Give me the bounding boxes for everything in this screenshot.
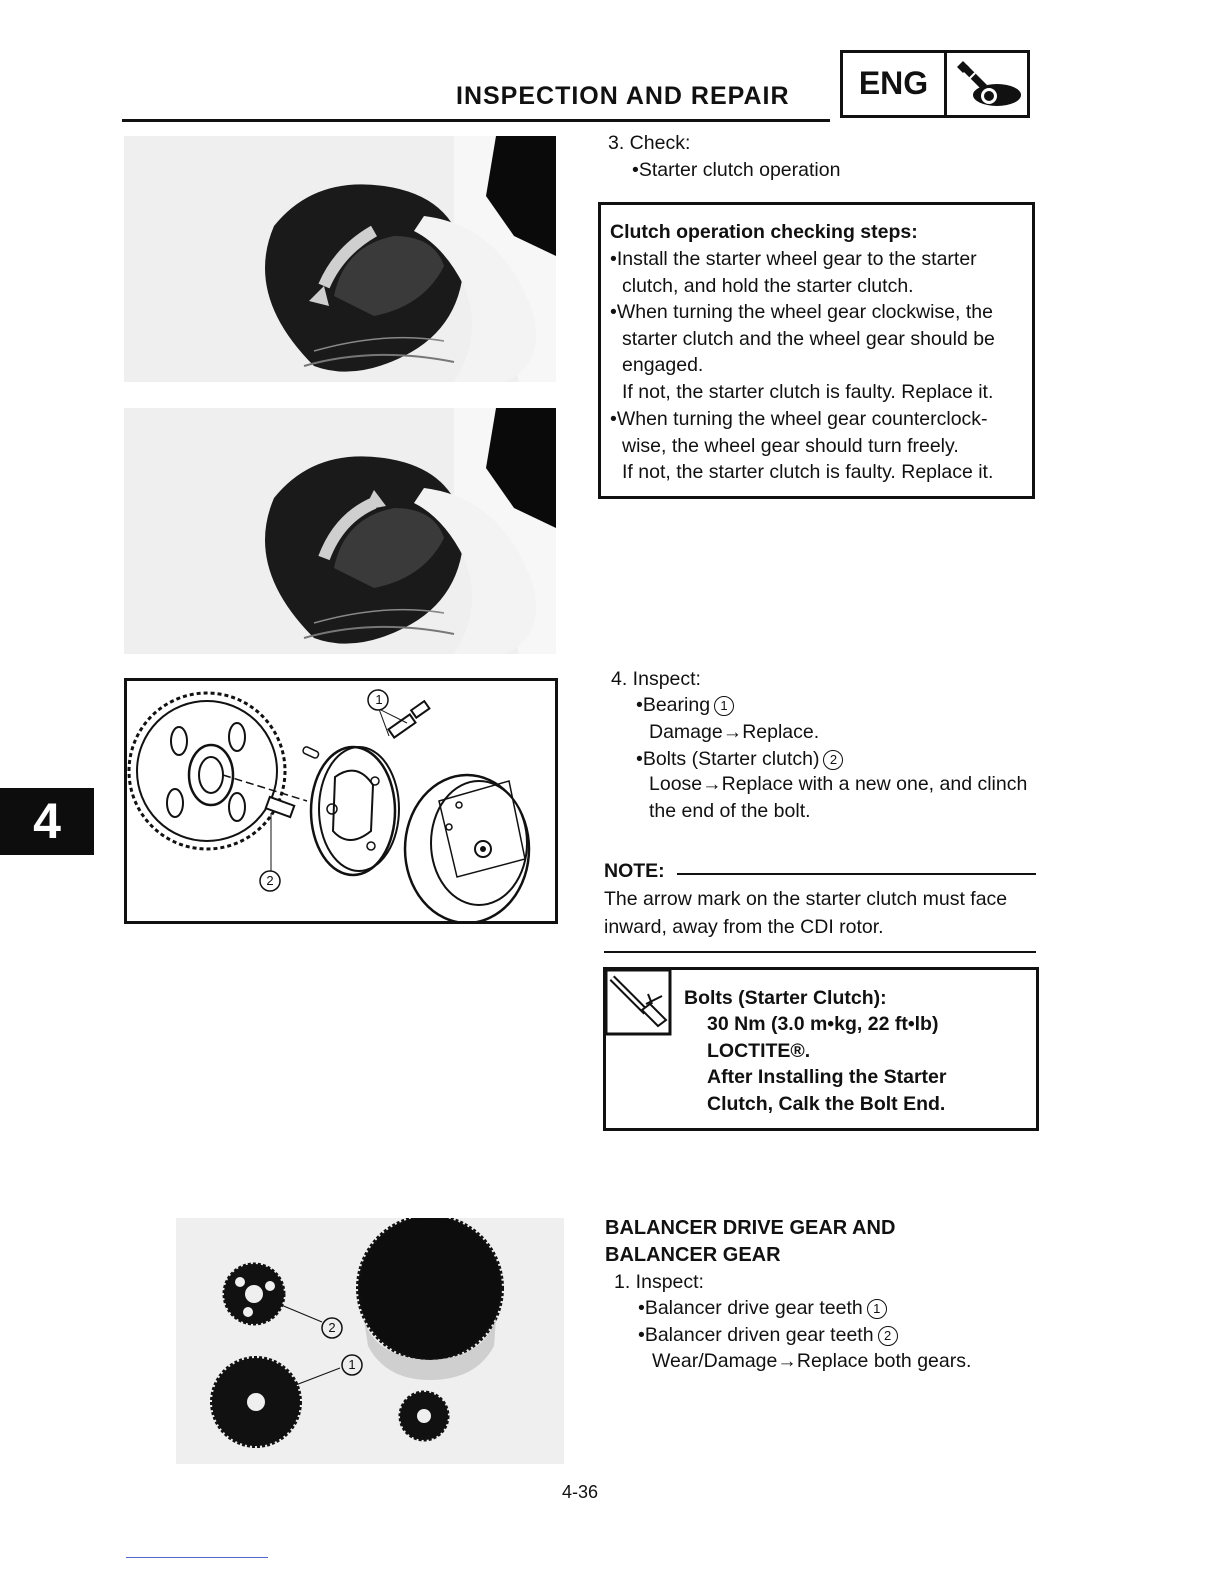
balancer-drive-callout: 1 [867, 1299, 887, 1319]
starter-clutch-diagram [124, 678, 558, 924]
starter-clutch-clockwise-photo [124, 136, 556, 382]
note-line: inward, away from the CDI rotor. [604, 916, 884, 938]
clutch-step-line: •When turning the wheel gear clockwise, the [610, 301, 993, 323]
footer-line [126, 1557, 268, 1558]
bearing-action: Damage→Replace. [649, 721, 820, 743]
exploded-view-drawing [127, 681, 555, 921]
balancer-title-line: BALANCER GEAR [605, 1244, 781, 1266]
balancer-heading: 1. Inspect: [614, 1271, 704, 1293]
bolts-item [636, 746, 843, 773]
clutch-step-line: •When turning the wheel gear counterclock- [610, 408, 988, 430]
chapter-tab: 4 [0, 788, 94, 855]
clutch-step-line: clutch, and hold the starter clutch. [622, 275, 914, 297]
header-rule [122, 119, 830, 122]
clutch-step-line: If not, the starter clutch is faulty. Replace it. [622, 381, 994, 403]
page-number: 4-36 [562, 1482, 599, 1502]
balancer-photo-callout-1: 1 [348, 1357, 356, 1372]
step3-heading: 3. Check: [608, 132, 691, 154]
clutch-steps-title: Clutch operation checking steps: [610, 221, 918, 243]
note-label: NOTE: [604, 860, 665, 882]
balancer-driven-label: •Balancer driven gear teeth [638, 1324, 874, 1346]
bearing-label: •Bearing [636, 694, 711, 716]
balancer-driven-item [638, 1322, 898, 1349]
bolts-action-line: the end of the bolt. [649, 800, 811, 822]
bearing-callout: 1 [714, 696, 734, 716]
clutch-step-line: engaged. [622, 354, 704, 376]
clutch-step-line: •Install the starter wheel gear to the starter [610, 248, 977, 270]
step4-heading: 4. Inspect: [611, 668, 701, 690]
bolts-action-line: Loose→Replace with a new one, and clinch [649, 773, 1028, 795]
note-rule [677, 873, 1036, 875]
engine-wrench-icon [949, 59, 1025, 113]
bolts-callout: 2 [823, 750, 843, 770]
balancer-title-line: BALANCER DRIVE GEAR AND [605, 1217, 896, 1239]
clutch-steps-box [598, 202, 1035, 499]
section-badge [840, 50, 1030, 118]
clutch-step-line: starter clutch and the wheel gear should be [622, 328, 995, 350]
torque-wrench-icon [606, 970, 672, 1036]
torque-value: 30 Nm (3.0 m•kg, 22 ft•lb) [707, 1013, 939, 1035]
balancer-gears-photo [176, 1218, 564, 1464]
balancer-photo-callout-2: 2 [328, 1320, 336, 1335]
starter-clutch-counterclockwise-photo [124, 408, 556, 654]
section-code: ENG [843, 53, 947, 115]
balancer-action: Wear/Damage→Replace both gears. [652, 1350, 972, 1372]
balancer-drive-item [638, 1295, 887, 1322]
torque-title: Bolts (Starter Clutch): [684, 987, 887, 1009]
note-end-rule [604, 951, 1036, 953]
torque-loctite: LOCTITE®. [707, 1040, 811, 1062]
balancer-driven-callout: 2 [878, 1326, 898, 1346]
clutch-step-line: If not, the starter clutch is faulty. Replace it. [622, 461, 994, 483]
page-title: INSPECTION AND REPAIR [456, 82, 790, 110]
note-line: The arrow mark on the starter clutch must face [604, 888, 1008, 910]
clutch-step-line: wise, the wheel gear should turn freely. [622, 435, 959, 457]
torque-note-line: Clutch, Calk the Bolt End. [707, 1093, 946, 1115]
torque-spec-box [603, 967, 1039, 1131]
step3-bullet: •Starter clutch operation [632, 159, 841, 181]
diagram-callout-1: 1 [375, 692, 383, 707]
diagram-callout-2: 2 [266, 873, 274, 888]
bearing-item [636, 692, 734, 719]
torque-note-line: After Installing the Starter [707, 1066, 947, 1088]
bolts-label: •Bolts (Starter clutch) [636, 748, 820, 770]
balancer-drive-label: •Balancer drive gear teeth [638, 1297, 863, 1319]
